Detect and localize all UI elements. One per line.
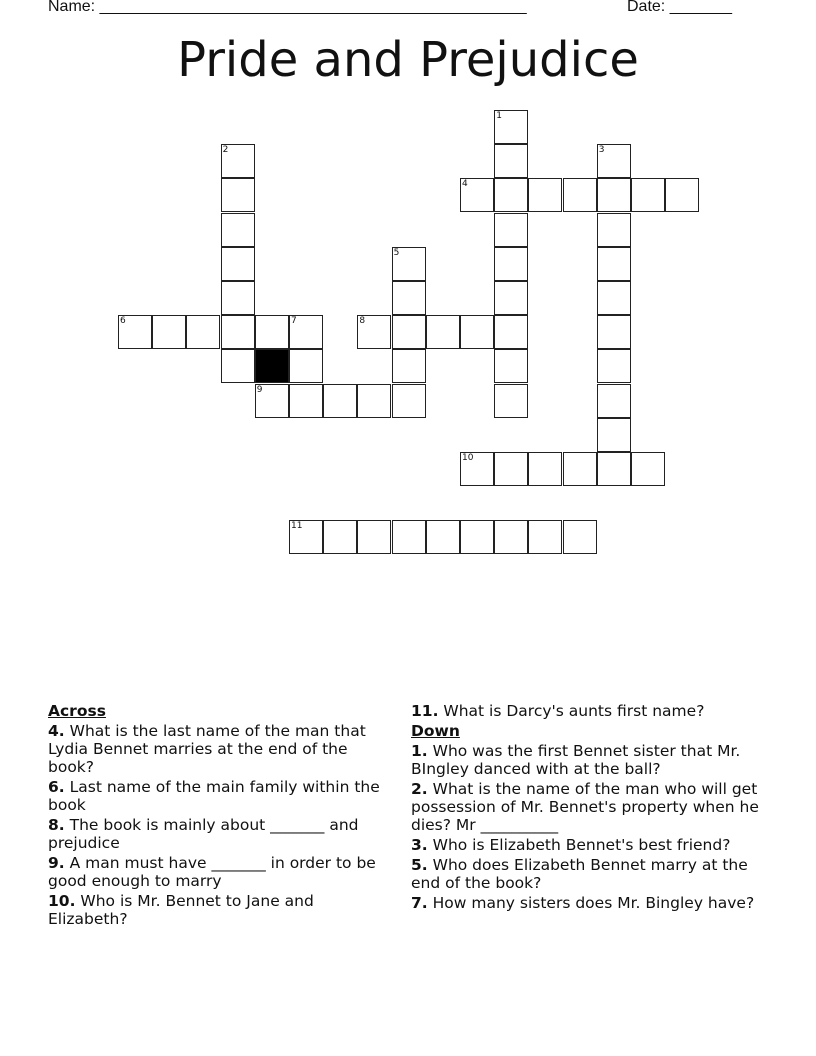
page-title: Pride and Prejudice bbox=[177, 32, 639, 88]
grid-cell[interactable] bbox=[563, 520, 597, 554]
clue-text: Last name of the main family within the book bbox=[48, 778, 380, 814]
down-clue bbox=[411, 894, 761, 912]
clue-text: Who is Mr. Bennet to Jane and Elizabeth? bbox=[48, 892, 314, 928]
clue-number: 10. bbox=[48, 892, 76, 910]
grid-cell[interactable] bbox=[494, 110, 528, 144]
grid-cell[interactable] bbox=[597, 384, 631, 418]
clue-number: 3. bbox=[411, 836, 428, 854]
clue-number: 4. bbox=[48, 722, 65, 740]
clue-number: 5. bbox=[411, 856, 428, 874]
grid-cell[interactable] bbox=[597, 418, 631, 452]
grid-cell[interactable] bbox=[460, 452, 494, 486]
clue-text: Who is Elizabeth Bennet's best friend? bbox=[432, 836, 731, 854]
blocked-cell bbox=[255, 349, 289, 383]
cell-number: 1 bbox=[496, 111, 502, 121]
grid-cell[interactable] bbox=[494, 144, 528, 178]
grid-cell[interactable] bbox=[631, 178, 665, 212]
grid-cell[interactable] bbox=[255, 315, 289, 349]
grid-cell[interactable] bbox=[255, 384, 289, 418]
grid-cell[interactable] bbox=[494, 178, 528, 212]
cell-number: 5 bbox=[393, 247, 400, 258]
grid-cell[interactable] bbox=[152, 315, 186, 349]
across-clue bbox=[48, 854, 393, 890]
clue-number: 11. bbox=[411, 702, 439, 720]
grid-cell[interactable] bbox=[597, 247, 631, 281]
grid-cell[interactable] bbox=[392, 520, 426, 554]
grid-cell[interactable] bbox=[221, 349, 255, 383]
cell-number: 6 bbox=[120, 316, 126, 327]
down-clue bbox=[411, 742, 761, 778]
clue-number: 6. bbox=[48, 778, 65, 796]
across-clue bbox=[411, 702, 761, 720]
cell-number: 3 bbox=[598, 145, 605, 156]
grid-cell[interactable] bbox=[357, 384, 391, 418]
grid-cell[interactable] bbox=[494, 315, 528, 349]
grid-cell[interactable] bbox=[597, 213, 631, 247]
grid-cell[interactable] bbox=[665, 178, 699, 212]
grid-cell[interactable] bbox=[221, 315, 255, 349]
grid-cell[interactable] bbox=[460, 520, 494, 554]
clue-number: 9. bbox=[48, 854, 65, 872]
grid-cell[interactable] bbox=[597, 178, 631, 212]
grid-cell[interactable] bbox=[528, 452, 562, 486]
clues-column-left bbox=[48, 702, 393, 930]
grid-cell[interactable] bbox=[494, 384, 528, 418]
clue-number: 1. bbox=[411, 742, 428, 760]
clue-text: The book is mainly about _______ and prejudice bbox=[48, 816, 359, 852]
grid-cell[interactable] bbox=[597, 349, 631, 383]
date-field-label: Date: _______ bbox=[627, 0, 732, 15]
grid-cell[interactable] bbox=[392, 349, 426, 383]
down-clue bbox=[411, 856, 761, 892]
grid-cell[interactable] bbox=[597, 281, 631, 315]
grid-cell[interactable] bbox=[494, 213, 528, 247]
across-clue bbox=[48, 778, 393, 814]
clue-text: What is Darcy's aunts first name? bbox=[443, 702, 705, 720]
grid-cell[interactable] bbox=[221, 281, 255, 315]
across-clue bbox=[48, 722, 393, 776]
clue-text: What is the last name of the man that Lydia Bennet marries at the end of the book? bbox=[48, 722, 366, 776]
cell-number: 2 bbox=[222, 145, 229, 156]
clue-text: Who does Elizabeth Bennet marry at the end of the book? bbox=[411, 856, 748, 892]
grid-cell[interactable] bbox=[460, 178, 494, 212]
grid-cell[interactable] bbox=[221, 247, 255, 281]
grid-cell[interactable] bbox=[323, 384, 357, 418]
grid-cell[interactable] bbox=[221, 178, 255, 212]
grid-cell[interactable] bbox=[494, 452, 528, 486]
grid-cell[interactable] bbox=[563, 178, 597, 212]
grid-cell[interactable] bbox=[494, 281, 528, 315]
clues-column-right bbox=[411, 702, 761, 914]
grid-cell[interactable] bbox=[392, 384, 426, 418]
cell-number: 4 bbox=[462, 179, 468, 190]
grid-cell[interactable] bbox=[289, 349, 323, 383]
down-heading: Down bbox=[411, 722, 460, 740]
clue-text: Who was the first Bennet sister that Mr. BIngley danced with at the ball? bbox=[411, 742, 741, 778]
grid-cell[interactable] bbox=[289, 520, 323, 554]
grid-cell[interactable] bbox=[357, 315, 391, 349]
grid-cell[interactable] bbox=[426, 520, 460, 554]
clue-text: What is the name of the man who will get possession of Mr. Bennet's property when he dies? Mr __________ bbox=[411, 780, 759, 834]
grid-cell[interactable] bbox=[323, 520, 357, 554]
grid-cell[interactable] bbox=[460, 315, 494, 349]
name-field-label: Name: ________________________________________________ bbox=[48, 0, 527, 15]
down-clue bbox=[411, 780, 761, 834]
grid-cell[interactable] bbox=[357, 520, 391, 554]
grid-cell[interactable] bbox=[528, 178, 562, 212]
cell-number: 7 bbox=[291, 316, 297, 327]
cell-number: 9 bbox=[256, 384, 263, 395]
down-clue bbox=[411, 836, 761, 854]
grid-cell[interactable] bbox=[426, 315, 460, 349]
grid-cell[interactable] bbox=[494, 349, 528, 383]
clue-number: 8. bbox=[48, 816, 65, 834]
grid-cell[interactable] bbox=[563, 452, 597, 486]
grid-cell[interactable] bbox=[597, 315, 631, 349]
grid-cell[interactable] bbox=[528, 520, 562, 554]
grid-cell[interactable] bbox=[392, 315, 426, 349]
grid-cell[interactable] bbox=[631, 452, 665, 486]
grid-cell[interactable] bbox=[392, 281, 426, 315]
clue-text: How many sisters does Mr. Bingley have? bbox=[432, 894, 755, 912]
grid-cell[interactable] bbox=[494, 520, 528, 554]
grid-cell[interactable] bbox=[597, 144, 631, 178]
grid-cell[interactable] bbox=[221, 213, 255, 247]
across-clue bbox=[48, 816, 393, 852]
clue-text: A man must have _______ in order to be good enough to marry bbox=[48, 854, 376, 890]
grid-cell[interactable] bbox=[118, 315, 152, 349]
grid-cell[interactable] bbox=[186, 315, 220, 349]
grid-cell[interactable] bbox=[494, 247, 528, 281]
across-heading: Across bbox=[48, 702, 106, 720]
cell-number: 8 bbox=[359, 316, 366, 327]
grid-cell[interactable] bbox=[392, 247, 426, 281]
grid-cell[interactable] bbox=[597, 452, 631, 486]
grid-cell[interactable] bbox=[221, 144, 255, 178]
clue-number: 2. bbox=[411, 780, 428, 798]
across-clue bbox=[48, 892, 393, 928]
clue-number: 7. bbox=[411, 894, 428, 912]
cell-number: 11 bbox=[291, 521, 303, 532]
cell-number: 10 bbox=[462, 453, 474, 463]
grid-cell[interactable] bbox=[289, 315, 323, 349]
grid-cell[interactable] bbox=[289, 384, 323, 418]
